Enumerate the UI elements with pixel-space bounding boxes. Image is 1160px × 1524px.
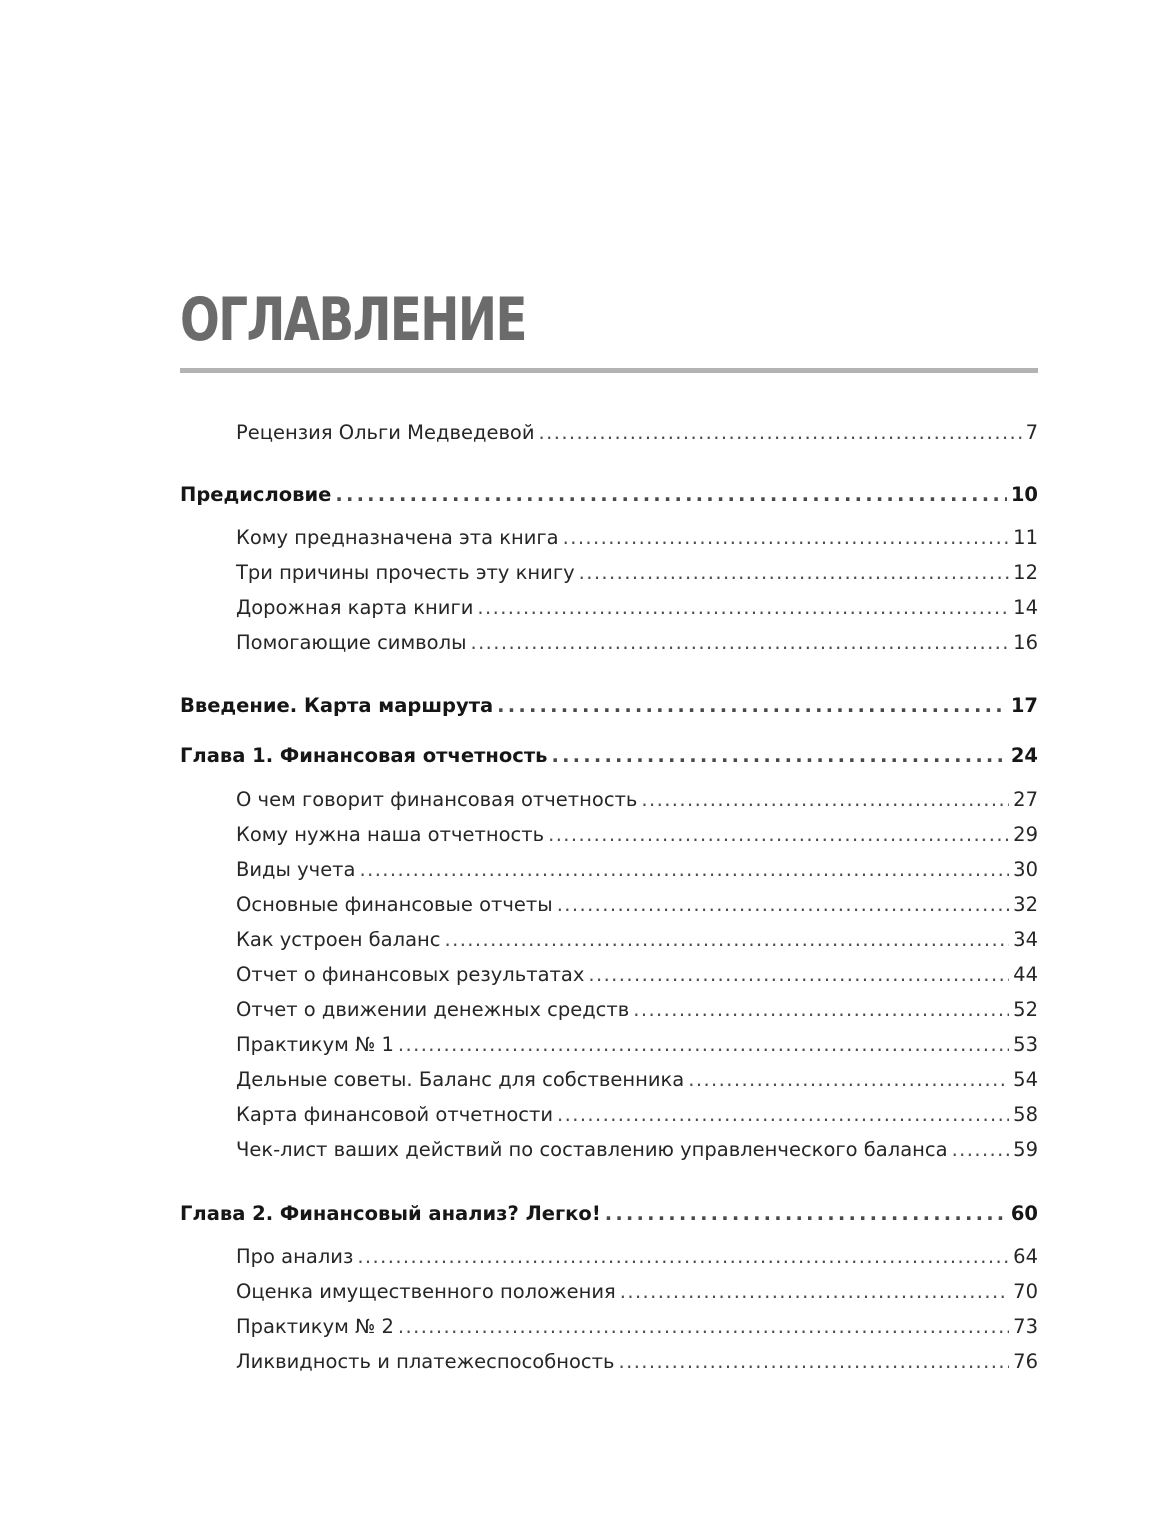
toc-page-number: 76	[1013, 1350, 1038, 1373]
toc-page-number: 64	[1013, 1245, 1038, 1268]
toc-entry-reports-map[interactable]	[236, 1100, 1038, 1130]
toc-entry-checklist[interactable]	[236, 1135, 1038, 1165]
toc-leader-dots	[445, 925, 1010, 955]
toc-entry-workshop-1[interactable]	[236, 1030, 1038, 1060]
toc-leader-dots	[548, 820, 1009, 850]
toc-entry-property-assessment[interactable]	[236, 1277, 1038, 1307]
toc-page-number: 17	[1010, 694, 1038, 717]
toc-entry-about-analysis[interactable]	[236, 1242, 1038, 1272]
toc-leader-dots	[619, 1347, 1010, 1377]
toc-page-number: 59	[1013, 1138, 1038, 1161]
toc-page-number: 54	[1013, 1068, 1038, 1091]
toc-page-number: 60	[1010, 1202, 1038, 1225]
toc-entry-cash-flow[interactable]	[236, 995, 1038, 1025]
toc-page-number: 16	[1013, 631, 1038, 654]
toc-page-number: 30	[1013, 858, 1038, 881]
toc-page-number: 34	[1013, 928, 1038, 951]
toc-entry-label: Введение. Карта маршрута	[180, 694, 494, 717]
toc-entry-label: Карта финансовой отчетности	[236, 1103, 554, 1126]
toc-leader-dots	[497, 691, 1007, 721]
toc-entry-what-reports-say[interactable]	[236, 785, 1038, 815]
toc-entry-label: Кому предназначена эта книга	[236, 526, 559, 549]
toc-entry-audience[interactable]	[236, 523, 1038, 553]
page-title: ОГЛАВЛЕНИЕ	[180, 285, 526, 355]
toc-leader-dots	[605, 1199, 1007, 1229]
toc-entry-financial-results[interactable]	[236, 960, 1038, 990]
toc-page-number: 70	[1013, 1280, 1038, 1303]
toc-page-number: 44	[1013, 963, 1038, 986]
toc-leader-dots	[557, 890, 1009, 920]
toc-entry-label: Отчет о движении денежных средств	[236, 998, 630, 1021]
toc-entry-who-needs-reports[interactable]	[236, 820, 1038, 850]
toc-entry-label: Три причины прочесть эту книгу	[236, 561, 575, 584]
toc-page-number: 52	[1013, 998, 1038, 1021]
toc-leader-dots	[470, 628, 1009, 658]
toc-entry-practical-tips[interactable]	[236, 1065, 1038, 1095]
toc-entry-three-reasons[interactable]	[236, 558, 1038, 588]
toc-entry-label: О чем говорит финансовая отчетность	[236, 788, 638, 811]
toc-entry-label: Отчет о финансовых результатах	[236, 963, 585, 986]
toc-entry-label: Практикум № 2	[236, 1315, 394, 1338]
toc-leader-dots	[557, 1100, 1009, 1130]
toc-entry-label: Ликвидность и платежеспособность	[236, 1350, 615, 1373]
toc-leader-dots	[620, 1277, 1009, 1307]
toc-leader-dots	[398, 1030, 1009, 1060]
toc-entry-label: Виды учета	[236, 858, 356, 881]
toc-page-number: 73	[1013, 1315, 1038, 1338]
toc-leader-dots	[360, 855, 1010, 885]
toc-page-number: 53	[1013, 1033, 1038, 1056]
toc-entry-roadmap[interactable]	[236, 593, 1038, 623]
toc-entry-symbols[interactable]	[236, 628, 1038, 658]
toc-leader-dots	[588, 960, 1009, 990]
toc-entry-label: Дельные советы. Баланс для собственника	[236, 1068, 685, 1091]
toc-leader-dots	[477, 593, 1009, 623]
toc-entry-label: Помогающие символы	[236, 631, 467, 654]
toc-entry-chapter-1[interactable]	[180, 741, 1038, 771]
toc-leader-dots	[633, 995, 1009, 1025]
toc-entry-label: Оценка имущественного положения	[236, 1280, 616, 1303]
toc-page-number: 14	[1013, 596, 1038, 619]
toc-entry-preface[interactable]	[180, 480, 1038, 510]
toc-entry-review[interactable]	[236, 418, 1038, 448]
toc-entry-label: Предисловие	[180, 483, 332, 506]
toc-entry-label: Чек-лист ваших действий по составлению управленческого баланса	[236, 1138, 948, 1161]
toc-page-number: 32	[1013, 893, 1038, 916]
toc-entry-main-reports[interactable]	[236, 890, 1038, 920]
toc-page-number: 7	[1025, 421, 1038, 444]
toc-entry-label: Глава 2. Финансовый анализ? Легко!	[180, 1202, 601, 1225]
toc-entry-label: Рецензия Ольги Медведевой	[236, 421, 535, 444]
toc-leader-dots	[579, 558, 1010, 588]
toc-page-number: 58	[1013, 1103, 1038, 1126]
toc-entry-introduction[interactable]	[180, 691, 1038, 721]
toc-entry-workshop-2[interactable]	[236, 1312, 1038, 1342]
toc-entry-liquidity[interactable]	[236, 1347, 1038, 1377]
toc-page-number: 29	[1013, 823, 1038, 846]
toc-entry-label: Кому нужна наша отчетность	[236, 823, 545, 846]
toc-entry-label: Про анализ	[236, 1245, 354, 1268]
toc-entry-label: Дорожная карта книги	[236, 596, 474, 619]
toc-entry-accounting-types[interactable]	[236, 855, 1038, 885]
toc-page-number: 12	[1013, 561, 1038, 584]
toc-leader-dots	[952, 1135, 1010, 1165]
toc-leader-dots	[688, 1065, 1009, 1095]
toc-page-number: 10	[1010, 483, 1038, 506]
toc-entry-label: Основные финансовые отчеты	[236, 893, 553, 916]
toc-entry-label: Практикум № 1	[236, 1033, 394, 1056]
toc-entry-label: Глава 1. Финансовая отчетность	[180, 744, 548, 767]
toc-leader-dots	[641, 785, 1009, 815]
toc-entry-balance-structure[interactable]	[236, 925, 1038, 955]
toc-leader-dots	[563, 523, 1010, 553]
toc-page-number: 27	[1013, 788, 1038, 811]
toc-leader-dots	[398, 1312, 1009, 1342]
toc-page-number: 24	[1010, 744, 1038, 767]
toc-leader-dots	[335, 480, 1006, 510]
toc-entry-label: Как устроен баланс	[236, 928, 441, 951]
toc-entry-chapter-2[interactable]	[180, 1199, 1038, 1229]
toc-page-number: 11	[1013, 526, 1038, 549]
toc-leader-dots	[357, 1242, 1009, 1272]
toc-leader-dots	[539, 418, 1022, 448]
toc-leader-dots	[551, 741, 1006, 771]
